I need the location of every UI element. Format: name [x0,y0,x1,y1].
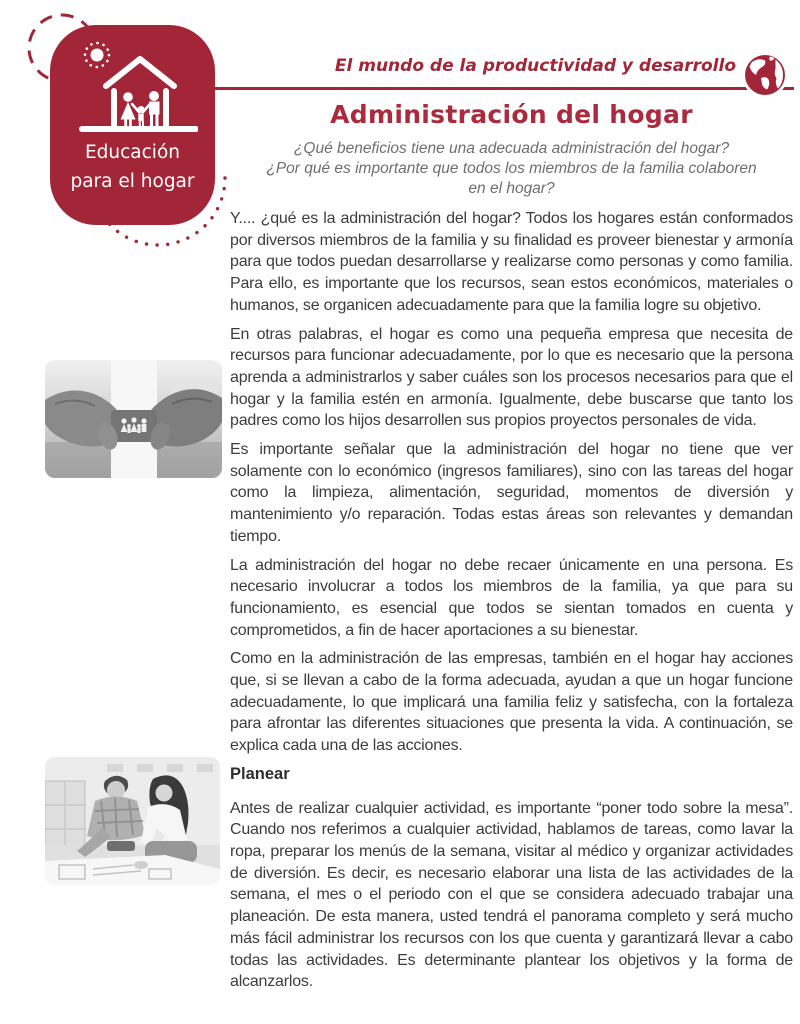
dotted-arc-decoration [88,108,228,248]
badge-label-line1: Educación [84,142,180,163]
body-paragraph: En otras palabras, el hogar es como una pequeña empresa que necesita de recursos para funcionar adecuadamente, por lo que es necesario que la persona aprenda a administrarlos y saber cuáles son los procesos necesarios para que el hogar y la familia estén en armonía. Igualmente, debe buscarse que tanto los padres como los hijos desarrollen sus propios proyectos personales de vida. [230,325,793,430]
photo-hands-family-house [45,360,222,478]
body-paragraph: Antes de realizar cualquier actividad, es importante “poner todo sobre la mesa”. Cuando nos referimos a cualquier actividad, hablamos de tareas, como lavar la ropa, preparar los menús de la semana, visitar al médico y organizar actividades de diversión. Es decir, es necesario elaborar una lista de las actividades de la semana, el mes o el periodo con el que se considera adecuado trabajar una planeación. De esta manera, usted tendrá el panorama completo y será mucho más fácil administrar los recursos con los que cuenta y garantizará llevar a cabo todas las actividades. Es determinante plantear los objetivos y la forma de alcanzarlos. [230,799,793,991]
body-paragraph: La administración del hogar no debe recaer únicamente en una persona. Es necesario involucrar a todos los miembros de la familia, ya que para su funcionamiento, es esencial que todos se sientan tomados en cuenta y comprometidos, a fin de hacer aportaciones a su bienestar. [230,556,793,639]
subtitle-line-1: ¿Qué beneficios tiene una adecuada administración del hogar? [293,140,730,157]
badge-label-line2: para el hogar [70,171,195,192]
body-paragraph: Como en la administración de las empresas, también en el hogar hay acciones que, si se llevan a cabo de la forma adecuada, ayudan a que un hogar funcione adecuadamente, lo que implicará una familia feliz y satisfecha, con la fortaleza para afrontar las diferentes situaciones que presenta la vida. A continuación, se explica cada una de las acciones. [230,650,793,755]
body-paragraph: Y.... ¿qué es la administración del hogar? Todos los hogares están conformados por diversos miembros de la familia y su finalidad es proveer bienestar y armonía para que todos puedan desarrollarse y realizarse como personas y como familia. Para ello, es importante que los recursos, sean estos económicos, materiales o humanos, se organicen adecuadamente para que la familia logre su objetivo. [230,210,793,314]
subtitle-line-3: en el hogar? [468,180,555,197]
section-heading-planear: Planear [230,764,290,783]
page-title: Administración del hogar [330,100,693,129]
article-column [230,100,793,1000]
article-subtitle [230,139,793,199]
photo-couple-planning [45,757,220,885]
header-rule [214,87,794,90]
sun-icon [85,43,109,67]
header-tagline: El mundo de la productividad y desarrollo [334,56,736,76]
body-paragraph: Es importante señalar que la administración del hogar no tiene que ver solamente con lo económico (ingresos familiares), sino con las tareas del hogar como la limpieza, alimentación, seguridad, momentos de diversión y mantenimiento y/o reparación. Todas estas áreas son relevantes y demandan tiempo. [230,441,793,545]
subtitle-line-2: ¿Por qué es importante que todos los miembros de la familia colaboren [266,160,757,177]
globe-icon [742,52,788,98]
